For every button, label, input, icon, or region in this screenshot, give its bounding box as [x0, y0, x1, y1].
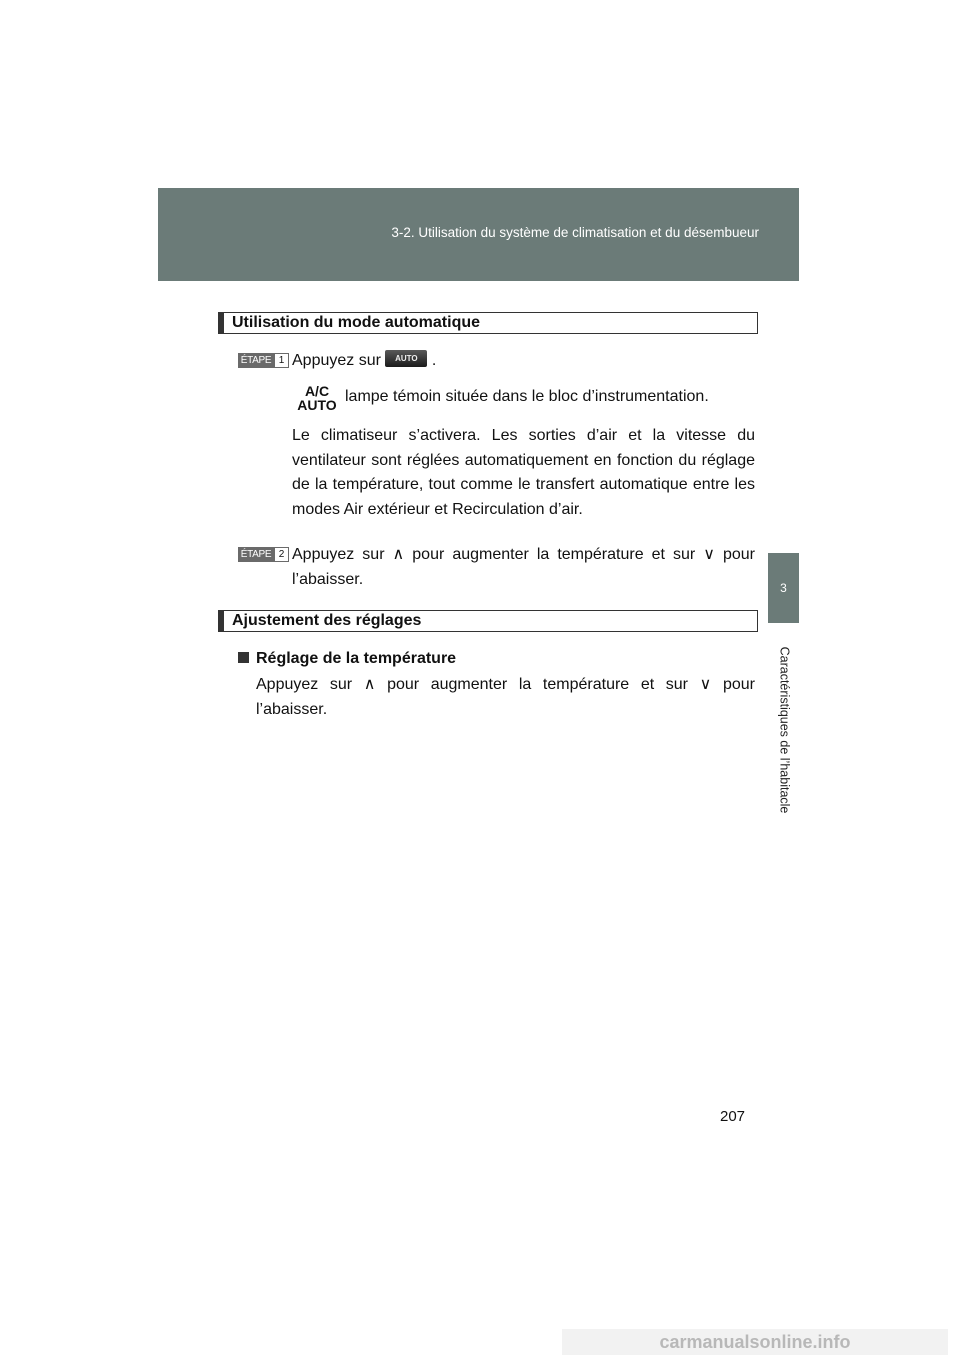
step-1-instruction — [292, 349, 762, 374]
ac-auto-icon-line1: A/C — [304, 383, 330, 399]
bullet-square-icon — [238, 652, 249, 663]
step-1-description: Le climatiseur s’activera. Les sorties d’air et la vitesse du ventilateur sont réglées automatiquement en fonction du réglage de la température, tout comme le transfert automatique entre les modes Air extérieur et Recirculation d’air. — [292, 427, 755, 518]
step-2-badge-word: ÉTAPE — [238, 547, 274, 562]
step-2-badge — [238, 547, 289, 562]
watermark: carmanualsonline.info — [562, 1329, 948, 1355]
bullet-temperature-title — [238, 650, 456, 668]
temperature-instruction: Appuyez sur ∧ pour augmenter la température et sur ∨ pour l’abaisser. — [256, 676, 755, 718]
chapter-number-tab: 3 — [768, 553, 799, 623]
auto-button-icon: AUTO — [385, 350, 427, 367]
step-1-badge-number: 1 — [274, 353, 289, 368]
chapter-header-band — [158, 188, 799, 281]
step-1-badge — [238, 353, 289, 368]
section-breadcrumb: 3-2. Utilisation du système de climatisation et du désembueur — [391, 225, 759, 240]
page-number: 207 — [720, 1108, 746, 1125]
step-1-text-after: . — [431, 352, 437, 369]
chapter-side-title: Caractéristiques de l’habitacle — [777, 646, 792, 814]
ac-auto-indicator-icon — [296, 384, 338, 414]
section-title-adjust-settings: Ajustement des réglages — [218, 610, 758, 632]
step-2-instruction: Appuyez sur ∧ pour augmenter la température et sur ∨ pour l’abaisser. — [292, 546, 755, 588]
indicator-description: lampe témoin située dans le bloc d’instrumentation. — [345, 388, 709, 405]
bullet-title-text: Réglage de la température — [256, 650, 457, 667]
ac-auto-icon-line2: AUTO — [297, 397, 337, 413]
chapter-side-label — [769, 630, 799, 830]
step-1-badge-word: ÉTAPE — [238, 353, 274, 368]
step-1-text-before: Appuyez sur — [292, 352, 381, 369]
section-title-auto-mode: Utilisation du mode automatique — [218, 312, 758, 334]
step-2-badge-number: 2 — [274, 547, 289, 562]
